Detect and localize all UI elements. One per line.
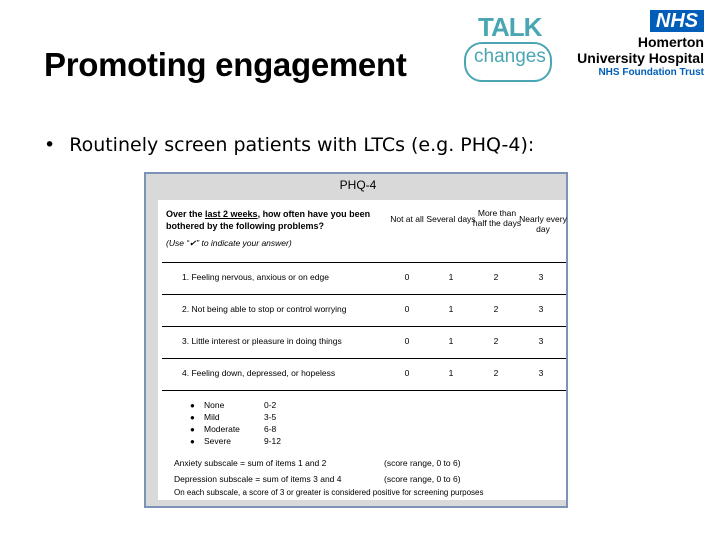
score-cell: 0 [404,304,410,314]
score-cell: 1 [448,304,454,314]
form-body [158,200,566,500]
anxiety-range: (score range, 0 to 6) [384,458,461,468]
form-instruction: (Use “✔” to indicate your answer) [166,238,292,248]
question-post: , how often have you been bothered by the following problems? [166,209,371,231]
bullet-text: Routinely screen patients with LTCs (e.g. PHQ-4): [69,134,535,156]
column-header: Nearly every day [519,214,567,234]
talk-changes-logo [462,10,552,82]
level-range: 0-2 [264,400,277,410]
item-text: 3. Little interest or pleasure in doing things [182,336,342,346]
org-line-2: University Hospital [577,50,704,66]
score-cell: 0 [404,336,410,346]
level-bullet: ● [190,437,195,446]
score-cell: 3 [538,336,544,346]
screening-note: On each subscale, a score of 3 or greater is considered positive for screening purposes [174,488,484,497]
org-line-1: Homerton [637,34,704,50]
score-cell: 1 [448,368,454,378]
bullet-point [44,134,534,156]
score-cell: 3 [538,272,544,282]
bullet-dot: • [44,134,56,156]
slide-title: Promoting engagement [44,46,407,83]
score-cell: 0 [404,368,410,378]
item-text: 4. Feeling down, depressed, or hopeless [182,368,336,378]
row-divider [162,358,566,359]
level-label: Moderate [204,424,240,434]
level-label: Mild [204,412,220,422]
column-header: More than half the days [472,208,522,228]
level-label: None [204,400,225,410]
score-cell: 0 [404,272,410,282]
row-divider [162,294,566,295]
org-line-3: NHS Foundation Trust [598,67,704,78]
row-divider [162,326,566,327]
depression-range: (score range, 0 to 6) [384,474,461,484]
column-header: Several days [426,214,476,224]
item-text: 1. Feeling nervous, anxious or on edge [182,272,329,282]
form-title: PHQ-4 [339,178,377,192]
depression-subscale: Depression subscale = sum of items 3 and 4 [174,474,342,484]
score-cell: 2 [493,304,499,314]
score-cell: 1 [448,272,454,282]
question-pre: Over the [166,209,206,219]
level-bullet: ● [190,401,195,410]
row-divider [162,390,566,391]
level-bullet: ● [190,413,195,422]
anxiety-subscale: Anxiety subscale = sum of items 1 and 2 [174,458,327,468]
score-cell: 2 [493,368,499,378]
talk-logo-word: TALK [478,12,542,42]
score-cell: 2 [493,272,499,282]
score-cell: 2 [493,336,499,346]
row-divider [162,262,566,263]
column-header: Not at all [390,214,424,224]
item-text: 2. Not being able to stop or control worrying [182,304,347,314]
nhs-logo: NHS [650,10,704,32]
nhs-organisation-name [577,34,704,80]
level-range: 9-12 [264,436,282,446]
level-range: 3-5 [264,412,277,422]
changes-logo-word: changes [474,46,546,67]
level-bullet: ● [190,425,195,434]
score-cell: 3 [538,368,544,378]
question-underlined: last 2 weeks [205,209,258,219]
phq4-form-image [144,172,568,508]
score-cell: 1 [448,336,454,346]
level-label: Severe [204,436,231,446]
score-cell: 3 [538,304,544,314]
level-range: 6-8 [264,424,277,434]
form-question [166,208,376,232]
